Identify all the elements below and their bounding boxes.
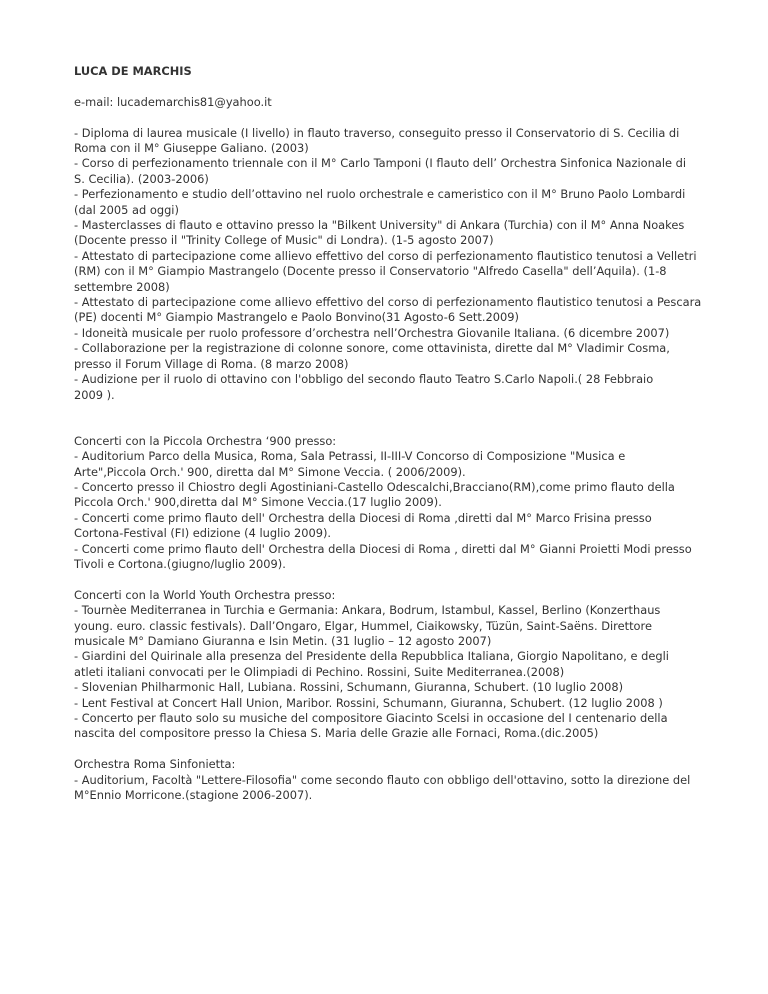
sinfonietta-line: Orchestra Roma Sinfonietta: (74, 757, 236, 772)
sinfonietta-line: M°Ennio Morricone.(stagione 2006-2007). (74, 788, 313, 802)
piccola-orchestra-line: Concerti con la Piccola Orchestra ‘900 presso: (74, 433, 337, 448)
world-youth-line: musicale M° Damiano Giuranna e Isin Metin. (31 luglio – 12 agosto 2007) (74, 633, 492, 648)
piccola-orchestra-line: - Concerto presso il Chiostro degli Agostiniani-Castello Odescalchi,Bracciano(RM),come primo flauto della (74, 479, 675, 494)
world-youth-orchestra-section (74, 588, 716, 742)
education-line: - Idoneità musicale per ruolo professore d’orchestra nell’Orchestra Giovanile Italiana. (6 dicembre 2007) (74, 325, 670, 340)
piccola-orchestra-line: - Concerti come primo flauto dell' Orchestra della Diocesi di Roma ,diretti dal M° Marco Frisina presso (74, 510, 652, 525)
education-line: presso il Forum Village di Roma. (8 marzo 2008) (74, 356, 349, 371)
world-youth-line: - Giardini del Quirinale alla presenza del Presidente della Repubblica Italiana, Giorgio Napolitano, e degli (74, 649, 669, 664)
education-line: - Corso di perfezionamento triennale con il M° Carlo Tamponi (I flauto dell’ Orchestra Sinfonica Nazionale di (74, 156, 687, 171)
piccola-orchestra-section (74, 434, 716, 573)
piccola-orchestra-line: Tivoli e Cortona.(giugno/luglio 2009). (74, 556, 286, 571)
education-line: - Perfezionamento e studio dell’ottavino nel ruolo orchestrale e cameristico con il M° Bruno Paolo Lombardi (74, 187, 686, 202)
education-line: - Masterclasses di flauto e ottavino presso la "Bilkent University" di Ankara (Turchia) con il M° Anna Noakes (74, 218, 685, 233)
world-youth-line: nascita del compositore presso la Chiesa S. Maria delle Grazie alle Fornaci, Roma.(dic.2005) (74, 726, 599, 741)
education-line: - Attestato di partecipazione come allievo effettivo del corso di perfezionamento flautistico tenutosi a Velletri (74, 248, 697, 263)
education-line: S. Cecilia). (2003-2006) (74, 171, 209, 186)
world-youth-line: - Slovenian Philharmonic Hall, Lubiana. Rossini, Schumann, Giuranna, Schubert. (10 luglio 2008) (74, 680, 624, 695)
roma-sinfonietta-section (74, 757, 716, 803)
education-line: (Docente presso il "Trinity College of Music" di Londra). (1-5 agosto 2007) (74, 233, 494, 248)
piccola-orchestra-line: Arte",Piccola Orch.' 900, diretta dal M° Simone Veccia. ( 2006/2009). (74, 464, 466, 479)
email-line: e-mail: lucademarchis81@yahoo.it (74, 94, 272, 109)
person-name: LUCA DE MARCHIS (74, 64, 192, 78)
world-youth-line: - Tournèe Mediterranea in Turchia e Germania: Ankara, Bodrum, Istambul, Kassel, Berlino (Konzerthaus (74, 603, 661, 618)
world-youth-line: Concerti con la World Youth Orchestra presso: (74, 587, 336, 602)
education-line: - Collaborazione per la registrazione di colonne sonore, come ottavinista, dirette dal M° Vladimir Cosma, (74, 341, 670, 356)
education-line: - Attestato di partecipazione come allievo effettivo del corso di perfezionamento flautistico tenutosi a Pescara (74, 295, 702, 310)
education-line: settembre 2008) (74, 279, 170, 294)
education-section (74, 126, 716, 403)
education-line: (PE) docenti M° Giampio Mastrangelo e Paolo Bonvino(31 Agosto-6 Sett.2009) (74, 310, 519, 325)
education-line: - Diploma di laurea musicale (I livello) in flauto traverso, conseguito presso il Conservatorio di S. Cecilia di (74, 125, 680, 140)
piccola-orchestra-line: Cortona-Festival (FI) edizione (4 luglio 2009). (74, 526, 332, 541)
piccola-orchestra-line: - Concerti come primo flauto dell' Orchestra della Diocesi di Roma , diretti dal M° Gianni Proietti Modi presso (74, 541, 692, 556)
sinfonietta-line: - Auditorium, Facoltà "Lettere-Filosofia" come secondo flauto con obbligo dell'ottavino, sotto la direzione del (74, 772, 691, 787)
education-line: (RM) con il M° Giampio Mastrangelo (Docente presso il Conservatorio "Alfredo Casella" dell’Aquila). (1-8 (74, 264, 667, 279)
piccola-orchestra-line: Piccola Orch.' 900,diretta dal M° Simone Veccia.(17 luglio 2009). (74, 495, 442, 510)
section-spacer (74, 418, 716, 433)
piccola-orchestra-line: - Auditorium Parco della Musica, Roma, Sala Petrassi, II-III-V Concorso di Composizione "Musica e (74, 449, 626, 464)
education-line: (dal 2005 ad oggi) (74, 202, 179, 217)
education-line: - Audizione per il ruolo di ottavino con l'obbligo del secondo flauto Teatro S.Carlo Napoli.( 28 Febbraio (74, 372, 654, 387)
education-line: Roma con il M° Giuseppe Galiano. (2003) (74, 141, 309, 155)
education-line: 2009 ). (74, 387, 115, 402)
world-youth-line: atleti italiani convocati per le Olimpiadi di Pechino. Rossini, Suite Mediterranea.(2008) (74, 664, 565, 679)
world-youth-line: young. euro. classic festivals). Dall’Ongaro, Elgar, Hummel, Ciaikowsky, Tüzün, Saint-Saëns. Direttore (74, 618, 652, 633)
world-youth-line: - Concerto per flauto solo su musiche del compositore Giacinto Scelsi in occasione del I centenario della (74, 710, 668, 725)
world-youth-line: - Lent Festival at Concert Hall Union, Maribor. Rossini, Schumann, Giuranna, Schubert. (12 luglio 2008 ) (74, 695, 663, 710)
